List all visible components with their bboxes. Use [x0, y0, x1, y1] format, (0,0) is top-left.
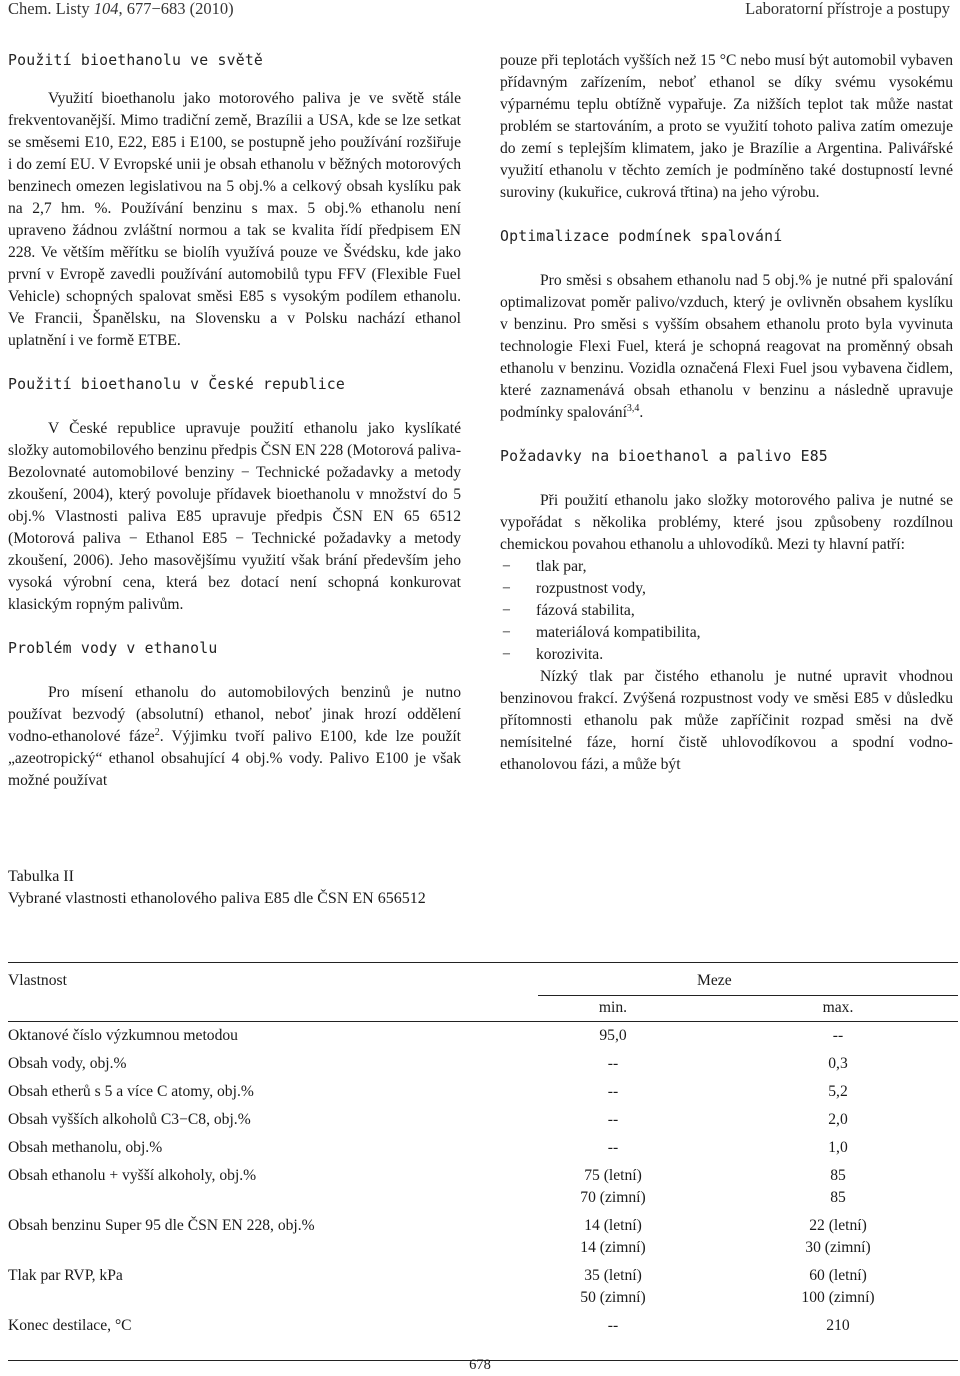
list-item: − korozivita.	[500, 644, 953, 666]
table-cell-property: Obsah ethanolu + vyšší alkoholy, obj.%	[8, 1167, 257, 1184]
heading-bioethanol-czech: Použití bioethanolu v České republice	[8, 376, 346, 393]
left-column	[8, 50, 461, 792]
paragraph-text: .	[639, 404, 644, 421]
table-header-rule	[8, 1021, 958, 1022]
table-cell-max: 5,2	[828, 1083, 848, 1100]
column-header-limits: Meze	[697, 972, 732, 989]
table-label: Tabulka II	[8, 868, 74, 885]
paragraph-text: . Výjimku tvoří palivo E100, kde lze použít „azeotropický“ ethanol obsahující 4 obj.% vody. Palivo E100 je však možné používat	[8, 728, 461, 789]
citation-prefix: Chem. Listy	[8, 0, 94, 18]
citation-volume: 104	[93, 0, 119, 18]
issue-list	[500, 556, 953, 666]
table-cell-min: --	[607, 1083, 619, 1100]
running-header	[8, 0, 950, 22]
table-cell-max: 22 (letní)	[809, 1217, 867, 1234]
section-title: Laboratorní přístroje a postupy	[745, 0, 950, 18]
paragraph-continued: pouze při teplotách vyšších než 15 °C nebo musí být automobil vybaven přídavným zařízením, neboť ethanol se díky svému vysokému výparnému teplu obtížně vypařuje. Za nižších teplot tak může nastat problém se startováním, a proto se využití tohoto paliva zatím omezuje do zemí s teplejším klimatem, jako je Brazílie a Argentina. Palivářské využití ethanolu v těchto zemích je podmíněno také dostupností levné suroviny (kukuřice, cukrová třtina) na jeho výrobu.	[500, 52, 953, 201]
page-number	[0, 1356, 960, 1374]
paragraph-bioethanol-czech: V České republice upravuje použití ethanolu jako kyslíkaté složky automobilového benzinu předpis ČSN EN 228 (Motorová paliva-Bezolovnaté automobilové benziny − Technické požadavky a metody zkoušení, 2004), který povoluje přídavek bioethanolu v množství do 5 obj.% Vlastnosti paliva E85 upravuje předpis ČSN EN 65 6512 (Motorová paliva − Ethanol E85 − Technické požadavky a metody zkoušení, 2006). Jeho masovějšímu využití však brání především jeho vysoká výrobní cena, která bez dotací není schopná konkurovat klasickým ropným palivům.	[8, 420, 462, 613]
heading-requirements-e85: Požadavky na bioethanol a palivo E85	[500, 448, 828, 465]
right-column	[500, 50, 953, 776]
table-cell-min-winter: 70 (zimní)	[580, 1189, 646, 1206]
table-cell-property: Obsah methanolu, obj.%	[8, 1139, 163, 1156]
table-cell-property: Obsah benzinu Super 95 dle ČSN EN 228, obj.%	[8, 1217, 315, 1234]
citation-ref: 2	[154, 726, 160, 738]
table-cell-min: 35 (letní)	[584, 1267, 642, 1284]
list-item: − tlak par,	[500, 556, 953, 578]
table-cell-property: Obsah etherů s 5 a více C atomy, obj.%	[8, 1083, 254, 1100]
table-cell-max: 0,3	[828, 1055, 848, 1072]
column-header-max: max.	[822, 999, 854, 1016]
table-cell-max: 1,0	[828, 1139, 848, 1156]
citation-ref: 3,4	[626, 402, 640, 414]
table-cell-property: Tlak par RVP, kPa	[8, 1267, 123, 1284]
table-cell-min-winter: 50 (zimní)	[580, 1289, 646, 1306]
column-header-property: Vlastnost	[8, 972, 67, 989]
paragraph-water-problem	[8, 682, 461, 792]
paragraph-text: Pro směsi s obsahem ethanolu nad 5 obj.% je nutné při spalování optimalizovat poměr palivo/vzduch, který je ovlivněn obsahem kyslíku v benzinu. Pro směsi s vyšším obsahem ethanolu proto byla vyvinuta technologie Flexi Fuel, která je schopná reagovat na proměnný obsah ethanolu v benzinu. Vozidla označená Flexi Fuel jsou vybavena čidlem, které zaznamenává obsah ethanolu v benzinu a následně upravuje podmínky spalování	[500, 272, 953, 421]
heading-combustion-optimization: Optimalizace podmínek spalování	[500, 228, 783, 245]
table-cell-min: --	[607, 1055, 619, 1072]
heading-bioethanol-world: Použití bioethanolu ve světě	[8, 52, 264, 69]
list-item: − rozpustnost vody,	[500, 578, 953, 600]
paragraph-vapor-pressure: Nízký tlak par čistého ethanolu je nutné upravit vhodnou benzinovou frakcí. Zvýšená rozpustnost vody ve směsi E85 v důsledku přítomnosti ethanolu pak může zapříčinit rozpad směsi na dvě nemísitelné fáze, horní čistě uhlovodíkovou a spodní vodno-ethanolovou fázi, a může být	[500, 668, 953, 773]
table-cell-min-winter: 14 (zimní)	[580, 1239, 646, 1256]
list-item: − materiálová kompatibilita,	[500, 622, 953, 644]
table-cell-max: 85	[830, 1167, 846, 1184]
table-cell-max: --	[832, 1027, 844, 1044]
table-cell-min: --	[607, 1139, 619, 1156]
table-caption	[8, 866, 426, 910]
table-cell-property: Oktanové číslo výzkumnou metodou	[8, 1027, 238, 1044]
table-cell-max-winter: 30 (zimní)	[805, 1239, 871, 1256]
table-cell-max: 60 (letní)	[809, 1267, 867, 1284]
table-top-rule	[8, 962, 958, 963]
page-number-text: 678	[469, 1357, 491, 1373]
table-cell-min: 75 (letní)	[584, 1167, 642, 1184]
table-cell-property: Obsah vody, obj.%	[8, 1055, 127, 1072]
paragraph-combustion	[500, 270, 953, 424]
table-cell-max-winter: 85	[830, 1189, 846, 1206]
paragraph-text: Pro mísení ethanolu do automobilových benzinů je nutno používat bezvodý (absolutní) ethanol, neboť jinak hrozí oddělení vodno-ethanolové fáze	[8, 684, 461, 745]
table-cell-max: 210	[826, 1317, 850, 1334]
table-cell-property: Konec destilace, °C	[8, 1317, 132, 1334]
table-cell-min: 14 (letní)	[584, 1217, 642, 1234]
table-cell-property: Obsah vyšších alkoholů C3−C8, obj.%	[8, 1111, 251, 1128]
citation-suffix: , 677−683 (2010)	[118, 0, 234, 18]
paragraph-requirements: Při použití ethanolu jako složky motorového paliva je nutné se vypořádat s několika problémy, které jsou způsobeny rozdílnou chemickou povahou ethanolu a uhlovodíků. Mezi ty hlavní patří:	[500, 492, 953, 553]
journal-citation	[8, 0, 234, 18]
table-cell-min: 95,0	[599, 1027, 627, 1044]
limits-rule	[538, 995, 958, 996]
table-cell-max-winter: 100 (zimní)	[801, 1289, 875, 1306]
table-cell-min: --	[607, 1111, 619, 1128]
paragraph-bioethanol-world: Využití bioethanolu jako motorového paliva je ve světě stále frekventovanější. Mimo tradiční země, Brazílii a USA, kde se lze setkat se směsemi E10, E22, E85 i E100, se postupně jeho používání rozšiřuje i do zemí EU. V Evropské unii je obsah ethanolu v běžných motorových benzinech omezen legislativou na 5 obj.% a celkový obsah kyslíku pak na 2,7 hm. %. Používání benzinu s max. 5 obj.% ethanolu není upraveno žádnou zvláštní normou a tak se kvalita řídí předpisem EN 228. Ve větším měřítku se biolíh využívá pouze ve Švédsku, kde jako první v Evropě zavedli používání automobilů typu FFV (Flexible Fuel Vehicle) schopných spalovat směsi E85 s vysokým podílem ethanolu. Ve Francii, Španělsku, na Slovensku a v Polsku nachází ethanol uplatnění i ve formě ETBE.	[8, 90, 461, 349]
table-cell-min: --	[607, 1317, 619, 1334]
heading-water-problem: Problém vody v ethanolu	[8, 640, 218, 657]
column-header-min: min.	[598, 999, 628, 1016]
table-cell-max: 2,0	[828, 1111, 848, 1128]
list-item: − fázová stabilita,	[500, 600, 953, 622]
table-title: Vybrané vlastnosti ethanolového paliva E85 dle ČSN EN 656512	[8, 890, 426, 907]
